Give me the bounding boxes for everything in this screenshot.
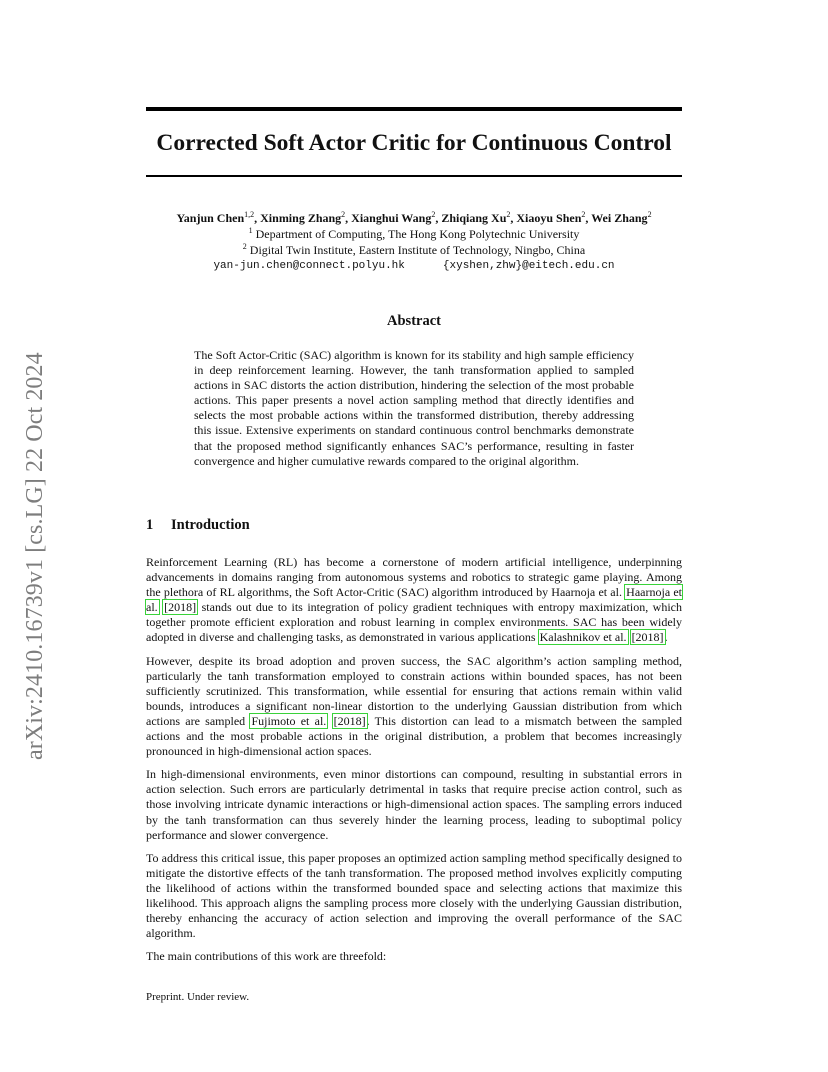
body-text [146, 555, 682, 972]
citation-year-link[interactable]: [2018] [631, 630, 664, 645]
email-list [100, 258, 728, 274]
title-rule-bottom [146, 175, 682, 177]
author: Yanjun Chen$^{1,2}$, [176, 210, 261, 225]
paragraph: To address this critical issue, this paper proposes an optimized action sampling method specifically designed to mitigate the distortive effects of the tanh transformation. The proposed method involves explicitly computing the likelihood of actions within the transformed bounded space and selecting actions that maximize this likelihood. This approach aligns the sampling process more closely with the underlying Gaussian distribution, thereby enhancing the accuracy of action selection and improving the overall performance of the SAC algorithm. [146, 850, 682, 941]
email[interactable]: {xyshen,zhw}@eitech.edu.cn [442, 260, 615, 272]
citation-year-link[interactable]: [2018] [164, 600, 197, 615]
author: Zhiqiang Xu$^2$, [441, 210, 517, 225]
citation-link[interactable]: Fujimoto et al. [251, 713, 327, 728]
affiliation: $^2$ Digital Twin Institute, Eastern Institute of Technology, Ningbo, China [242, 242, 586, 257]
author: Xianghui Wang$^2$, [351, 210, 442, 225]
paragraph: However, despite its broad adoption and proven success, the SAC algorithm’s action sampling method, particularly the tanh transformation employed to constrain actions within bounded spaces, has not been sufficiently scrutinized. This transformation, while essential for ensuring that actions remain within valid bounds, introduces a significant non-linear distortion to the underlying Gaussian distribution from which actions are sampled Fujimoto et al. [2018]. This distortion can lead to a mismatch between the sampled actions and the most probable actions in the original distribution, a problem that becomes increasingly pronounced in high-dimensional action spaces. [146, 653, 682, 759]
author: Xinming Zhang$^2$, [260, 210, 352, 225]
email[interactable]: yan-jun.chen@connect.polyu.hk [213, 260, 405, 272]
citation-link[interactable]: Kalashnikov et al. [539, 630, 627, 645]
author-list [100, 210, 728, 226]
citation-year-link[interactable]: [2018] [333, 713, 366, 728]
abstract-heading: Abstract [387, 313, 441, 329]
paper-title: Corrected Soft Actor Critic for Continuous Control [156, 130, 672, 156]
footer-note: Preprint. Under review. [146, 991, 250, 1003]
author: Xiaoyu Shen$^2$, [516, 210, 592, 225]
author: Wei Zhang$^2$ [591, 210, 652, 225]
arxiv-identifier: arXiv:2410.16739v1 [cs.LG] 22 Oct 2024 [22, 352, 48, 760]
abstract-text: The Soft Actor-Critic (SAC) algorithm is known for its stability and high sample efficiency in deep reinforcement learning. However, the tanh transformation applied to sampled actions in SAC distorts the action distribution, hindering the selection of the most probable actions. This paper presents a novel action sampling method that directly identifies and selects the most probable actions within the transformed distribution, thereby addressing this issue. Extensive experiments on standard continuous control benchmarks demonstrate that the proposed method significantly enhances SAC’s performance, resulting in faster convergence and higher cumulative rewards compared to the original algorithm. [194, 348, 634, 468]
section-number: 1 [146, 517, 154, 533]
citation-link[interactable]: Haarnoja et al. [146, 585, 683, 615]
author-block [100, 210, 728, 274]
paragraph: Reinforcement Learning (RL) has become a cornerstone of modern artificial intelligence, underpinning advancements in domains ranging from autonomous systems and robotics to strategic game playing. Among the plethora of RL algorithms, the Soft Actor-Critic (SAC) algorithm introduced by Haarnoja et al. Haarnoja et al. [2018] stands out due to its integration of policy gradient techniques with entropy maximization, which together promote efficient exploration and robust learning in complex environments. SAC has been widely adopted in diverse and challenging tasks, as demonstrated in various applications Kalashnikov et al. [2018]. [146, 555, 683, 645]
affiliation: $^1$ Department of Computing, The Hong Kong Polytechnic University [248, 226, 580, 241]
paragraph: The main contributions of this work are threefold: [146, 949, 387, 964]
paragraph: In high-dimensional environments, even minor distortions can compound, resulting in substantial errors in action selection. Such errors are particularly detrimental in tasks that require precise action control, such as those involving intricate dynamic interactions or high-dimensional action spaces. The sampling errors induced by the tanh transformation can thus severely hinder the learning process, leading to suboptimal policy performance and slower convergence. [146, 767, 682, 842]
title-rule-top [146, 107, 682, 111]
section-heading [146, 515, 250, 535]
section-title: Introduction [171, 517, 250, 533]
